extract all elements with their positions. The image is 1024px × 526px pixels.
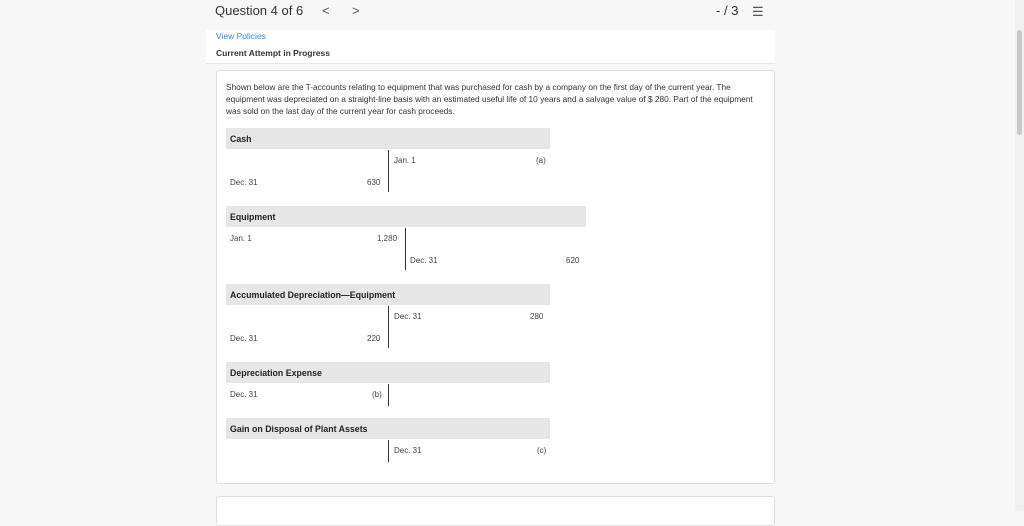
accum-debit-date: Dec. 31 [230,334,258,343]
next-question-card [216,496,775,526]
view-policies-link[interactable]: View Policies [216,31,266,41]
cash-account-title: Cash [226,128,550,149]
accum-credit-amount: 280 [530,312,544,321]
gain-credit-amount: (c) [537,446,547,455]
dep-debit-date: Dec. 31 [230,390,258,399]
cash-credit-amount: (a) [536,156,546,165]
gain-credit-date: Dec. 31 [394,446,422,455]
cash-debit-amount: 630 [367,178,381,187]
equipment-debit-amount: 1,280 [377,234,398,243]
t-account-divider [405,228,406,270]
score: - / 3 [716,3,739,18]
equipment-credit-date: Dec. 31 [410,256,438,265]
t-account-divider [388,384,389,406]
equipment-credit-amount: 620 [566,256,580,265]
attempt-status: Current Attempt in Progress [216,48,330,58]
question-counter: Question 4 of 6 [215,3,304,18]
prev-question-button[interactable]: < [322,3,330,18]
accum-dep-account-title: Accumulated Depreciation—Equipment [226,284,550,305]
list-icon[interactable]: ☰ [752,4,764,19]
dep-debit-amount: (b) [372,390,382,399]
accum-credit-date: Dec. 31 [394,312,422,321]
cash-credit-date: Jan. 1 [394,156,416,165]
scrollbar-thumb[interactable] [1017,30,1022,135]
cash-debit-date: Dec. 31 [230,178,258,187]
t-account-divider [388,306,389,348]
accum-debit-amount: 220 [367,334,381,343]
policy-area [206,30,775,64]
t-account-divider [388,440,389,462]
t-account-divider [388,150,389,192]
top-bar [0,0,1024,28]
gain-account-title: Gain on Disposal of Plant Assets [226,418,550,439]
equipment-debit-date: Jan. 1 [230,234,252,243]
problem-text: Shown below are the T-accounts relating to equipment that was purchased for cash by a company on the first day of the current year. The equipment was depreciated on a straight-line basis with an estimated useful life of 10 years and a salvage value of $ 280. Part of the equipment was sold on the last day of the current year for cash proceeds. [226,82,753,116]
dep-expense-account-title: Depreciation Expense [226,362,550,383]
equipment-account-title: Equipment [226,206,586,227]
next-question-button[interactable]: > [352,3,360,18]
